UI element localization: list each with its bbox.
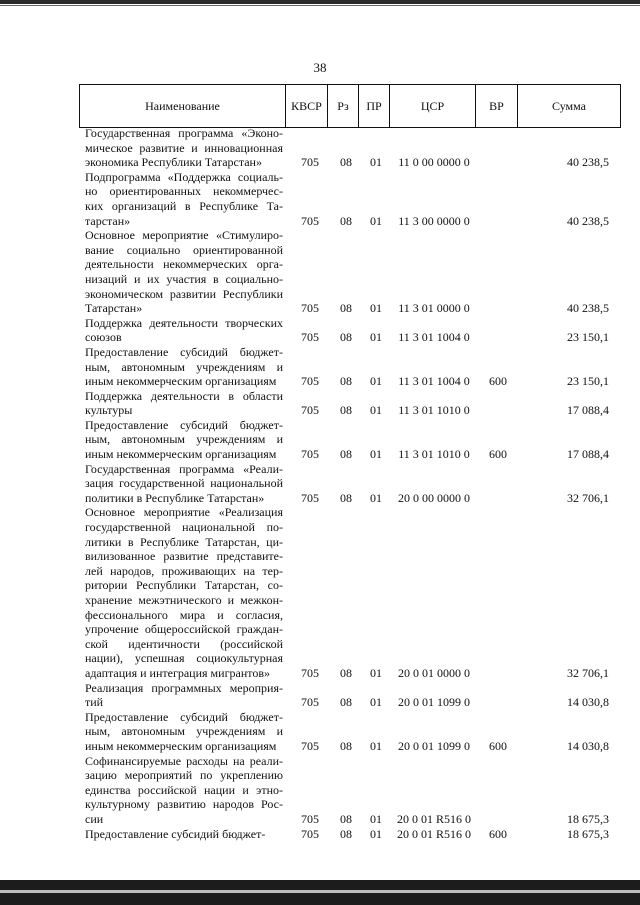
row-pr: 01 (370, 374, 382, 389)
row-pr: 01 (370, 330, 382, 345)
row-name-line: Поддержка деятельности творческих (85, 315, 283, 330)
row-pr: 01 (370, 738, 382, 753)
row-name-line: Государственная программа «Реали- (85, 461, 283, 476)
row-sum: 23 150,1 (567, 374, 609, 389)
row-rz: 08 (340, 695, 352, 710)
row-pr: 01 (370, 447, 382, 462)
row-name-line: Подпрограмма «Поддержка социаль- (85, 169, 283, 184)
row-csr: 20 0 01 1099 0 (398, 695, 470, 710)
header-pr: ПР (359, 85, 390, 127)
row-rz: 08 (340, 301, 352, 316)
row-name-line: тарстан» (85, 213, 131, 228)
row-pr: 01 (370, 301, 382, 316)
row-rz: 08 (340, 738, 352, 753)
row-name-line: культуры (85, 403, 133, 418)
row-sum: 17 088,4 (567, 403, 609, 418)
table-row (85, 389, 615, 418)
row-kvsr: 705 (301, 155, 319, 170)
row-kvsr: 705 (301, 490, 319, 505)
table-row (85, 710, 615, 754)
row-name-line: Предоставление субсидий бюджет- (85, 344, 283, 359)
row-sum: 32 706,1 (567, 490, 609, 505)
row-csr: 11 0 00 0000 0 (398, 155, 470, 170)
row-vr: 600 (489, 374, 507, 389)
row-name-line: ской идентичности (российской (85, 636, 283, 651)
row-csr: 20 0 01 R516 0 (396, 811, 471, 826)
row-name-line: Софинансируемые расходы на реали- (85, 753, 283, 768)
row-name-line: вание социально ориентированной (85, 242, 283, 257)
row-name-line: Предоставление субсидий бюджет- (85, 709, 283, 724)
row-name-line: единства российской нации и этно- (85, 782, 283, 797)
row-rz: 08 (340, 374, 352, 389)
row-kvsr: 705 (301, 811, 319, 826)
table-row (85, 316, 615, 345)
row-name-line: ких организаций в Республике Та- (85, 198, 283, 213)
row-kvsr: 705 (301, 213, 319, 228)
row-csr: 20 0 01 0000 0 (398, 665, 470, 680)
table-header (79, 84, 621, 128)
row-sum: 18 675,3 (567, 811, 609, 826)
row-name-line: иным некоммерческим организациям (85, 738, 277, 753)
row-name-line: культурному развитию народов Рос- (85, 797, 283, 812)
row-name-line: но ориентированных некоммерчес- (85, 184, 283, 199)
row-sum: 18 675,3 (567, 826, 609, 841)
row-name-line: иным некоммерческим организациям (85, 447, 277, 462)
row-name-line: упрочение общероссийской граждан- (85, 622, 283, 637)
table-row (85, 126, 615, 170)
row-pr: 01 (370, 826, 382, 841)
row-name-line: иным некоммерческим организациям (85, 374, 277, 389)
row-vr: 600 (489, 447, 507, 462)
row-vr: 600 (489, 826, 507, 841)
row-csr: 20 0 01 R516 0 (396, 826, 471, 841)
row-pr: 01 (370, 665, 382, 680)
scan-top-edge-line (0, 5, 640, 6)
row-kvsr: 705 (301, 826, 319, 841)
row-name-line: ным, автономным учреждениям и (85, 432, 283, 447)
table-row (85, 462, 615, 506)
header-csr: ЦСР (390, 85, 476, 127)
row-name-line: экономическом развитии Республики (85, 286, 283, 301)
row-name-line: Предоставление субсидий бюджет- (85, 417, 283, 432)
row-kvsr: 705 (301, 330, 319, 345)
row-sum: 40 238,5 (567, 155, 609, 170)
row-name-line: мическое развитие и инновационная (85, 140, 283, 155)
row-name (85, 505, 283, 680)
row-pr: 01 (370, 155, 382, 170)
row-rz: 08 (340, 155, 352, 170)
row-sum: 14 030,8 (567, 738, 609, 753)
page-number: 38 (313, 60, 327, 75)
row-name-line: низаций и их участия в социально- (85, 271, 283, 286)
row-csr: 20 0 00 0000 0 (398, 490, 470, 505)
row-kvsr: 705 (301, 374, 319, 389)
row-name-line: зация государственной национальной (85, 476, 283, 491)
row-name-line: Реализация программных мероприя- (85, 680, 283, 695)
row-name-line: ным, автономным учреждениям и (85, 359, 283, 374)
row-name-line: Основное мероприятие «Стимулиро- (85, 228, 283, 243)
row-name-line: вилизованное развитие представите- (85, 549, 283, 564)
row-name-line: Предоставление субсидий бюджет- (85, 826, 266, 841)
row-csr: 11 3 00 0000 0 (398, 213, 470, 228)
row-pr: 01 (370, 403, 382, 418)
row-name-line: лей народов, проживающих на тер- (85, 563, 283, 578)
table-row (85, 681, 615, 710)
row-name-line: адаптация и интеграция мигрантов» (85, 665, 270, 680)
row-sum: 32 706,1 (567, 665, 609, 680)
row-kvsr: 705 (301, 738, 319, 753)
row-name-line: хранение межэтнического и межкон- (85, 593, 283, 607)
row-name-line: экономика Республики Татарстан» (85, 155, 262, 170)
row-name-line: деятельности некоммерческих орга- (85, 257, 283, 272)
row-csr: 11 3 01 1010 0 (398, 403, 470, 418)
scan-top-edge (0, 0, 640, 4)
header-vr: ВР (476, 85, 518, 127)
row-name-line: ным, автономным учреждениям и (85, 724, 283, 739)
row-sum: 40 238,5 (567, 213, 609, 228)
row-rz: 08 (340, 403, 352, 418)
table-row (85, 170, 615, 228)
header-kvsr: КВСР (286, 85, 328, 127)
row-rz: 08 (340, 826, 352, 841)
row-pr: 01 (370, 695, 382, 710)
row-rz: 08 (340, 665, 352, 680)
row-sum: 14 030,8 (567, 695, 609, 710)
row-name-line: ритории Республики Татарстан, со- (85, 578, 283, 593)
row-kvsr: 705 (301, 301, 319, 316)
row-vr: 600 (489, 738, 507, 753)
row-kvsr: 705 (301, 665, 319, 680)
row-kvsr: 705 (301, 447, 319, 462)
table-row (85, 754, 615, 827)
row-sum: 23 150,1 (567, 330, 609, 345)
row-rz: 08 (340, 811, 352, 826)
row-sum: 40 238,5 (567, 301, 609, 316)
row-csr: 11 3 01 1010 0 (398, 447, 470, 462)
row-csr: 11 3 01 1004 0 (398, 374, 470, 389)
row-name-line: литики в Республике Татарстан, ци- (85, 534, 283, 549)
row-name-line: политики в Республике Татарстан» (85, 490, 265, 505)
header-sum: Сумма (552, 98, 586, 113)
row-pr: 01 (370, 811, 382, 826)
row-rz: 08 (340, 490, 352, 505)
row-name-line: тий (85, 695, 104, 710)
row-rz: 08 (340, 213, 352, 228)
row-pr: 01 (370, 490, 382, 505)
header-name: Наименование (80, 85, 286, 127)
row-rz: 08 (340, 447, 352, 462)
row-kvsr: 705 (301, 695, 319, 710)
row-sum: 17 088,4 (567, 447, 609, 462)
table-row (85, 827, 615, 842)
table-body (85, 126, 615, 841)
row-csr: 11 3 01 1004 0 (398, 330, 470, 345)
row-name-line: государственной национальной по- (85, 520, 283, 535)
row-pr: 01 (370, 213, 382, 228)
row-name-line: Татарстан» (85, 301, 143, 316)
row-name-line: зацию мероприятий по укреплению (85, 768, 283, 783)
table-row (85, 505, 615, 680)
row-name-line: Основное мероприятие «Реализация (85, 505, 283, 520)
scan-bottom-edge (0, 880, 640, 905)
row-name-line: фессионального мира и согласия, (85, 607, 283, 622)
table-row (85, 345, 615, 389)
row-name-line: Государственная программа «Эконо- (85, 126, 283, 140)
row-name-line: Поддержка деятельности в области (85, 388, 283, 403)
row-name-line: нации), успешная социокультурная (85, 651, 283, 666)
row-kvsr: 705 (301, 403, 319, 418)
row-rz: 08 (340, 330, 352, 345)
row-csr: 11 3 01 0000 0 (398, 301, 470, 316)
row-csr: 20 0 01 1099 0 (398, 738, 470, 753)
table-row (85, 418, 615, 462)
table-row (85, 228, 615, 316)
row-name-line: сии (85, 811, 104, 826)
row-name-line: союзов (85, 330, 122, 345)
header-rz: Рз (328, 85, 359, 127)
